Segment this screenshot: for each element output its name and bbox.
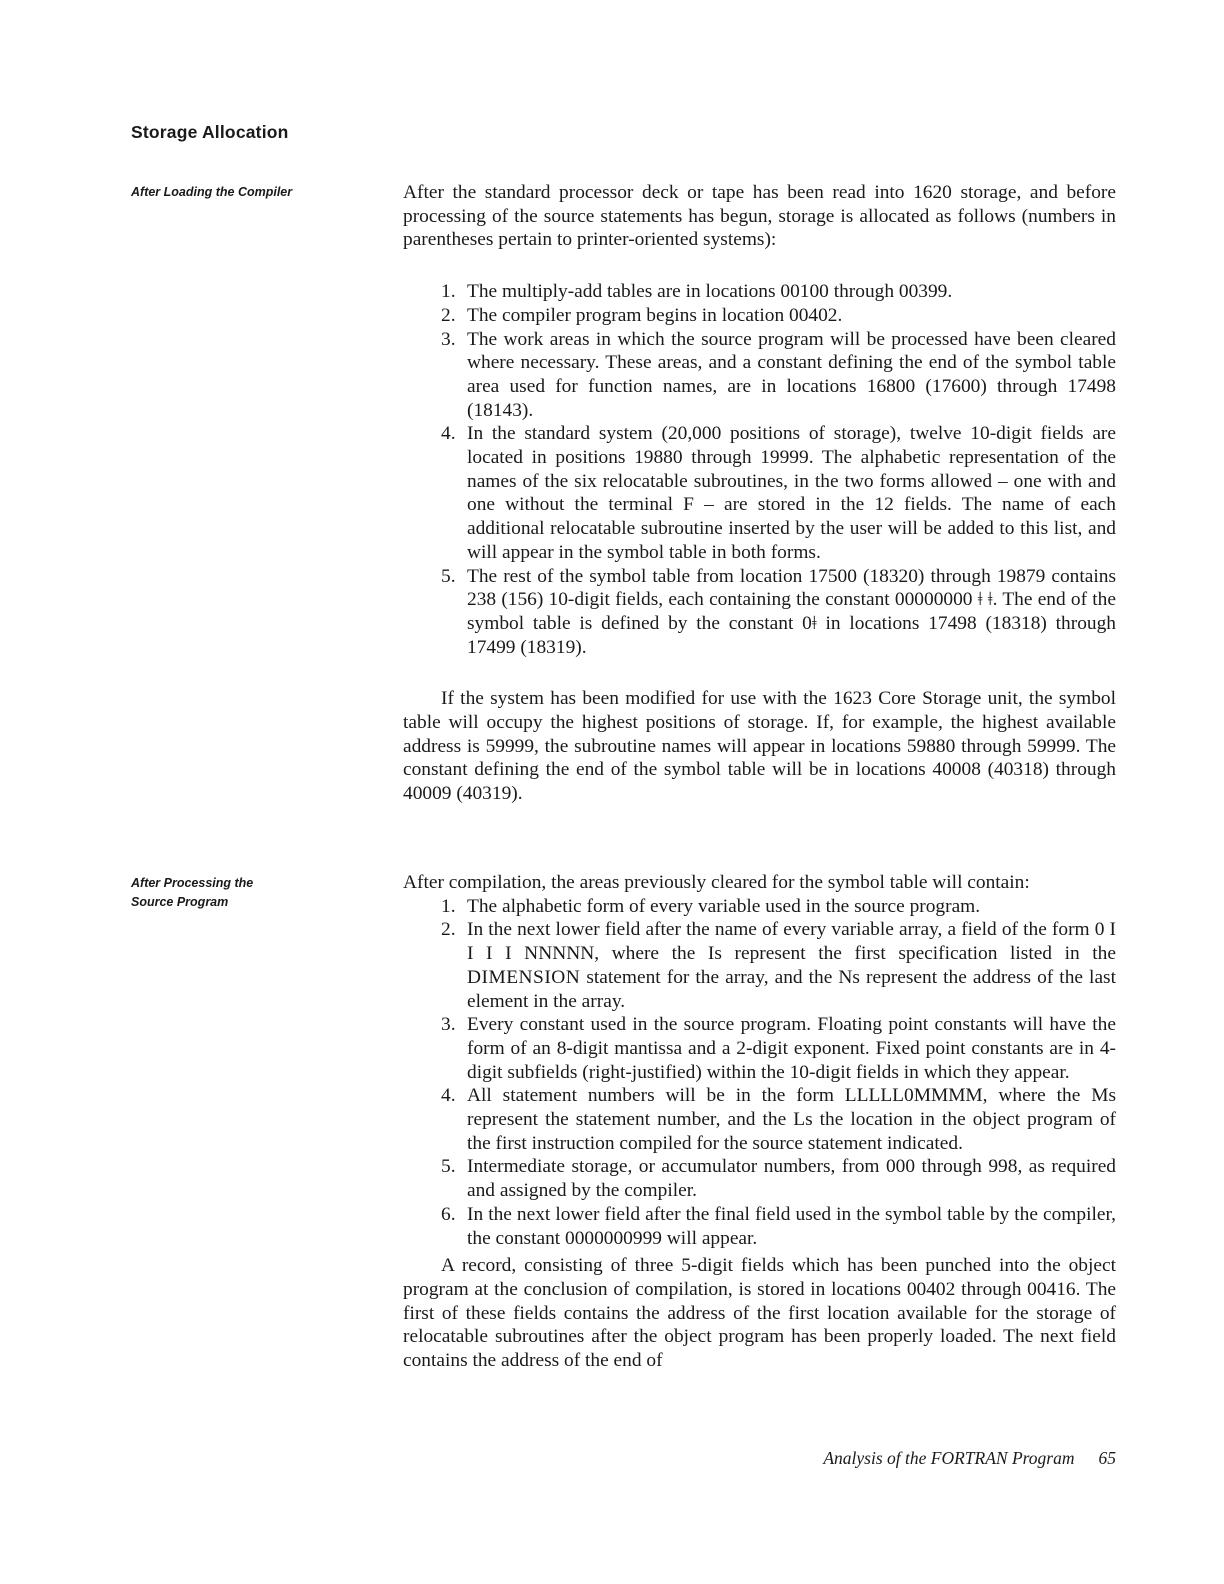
- list-item: 6. In the next lower field after the final field used in the symbol table by the compiler, the constant 0000000999 will appear.: [441, 1203, 1116, 1249]
- paragraph-intro: After the standard processor deck or tape has been read into 1620 storage, and before processing of the source statements has begun, storage is allocated as follows (numbers in parentheses pertain to printer-oriented systems):: [403, 182, 1116, 251]
- list-item: 3. Every constant used in the source program. Floating point constants will have the form of an 8-digit mantissa and a 2-digit exponent. Fixed point constants are in 4-digit subfields (right-justified) within the 10-digit fields in which they appear.: [441, 1014, 1116, 1083]
- paragraph-core-storage: If the system has been modified for use with the 1623 Core Storage unit, the symbol table will occupy the highest positions of storage. If, for example, the highest available address is 59999, the subroutine names will appear in locations 59880 through 59999. The constant defining the end of the symbol table will be in locations 40008 (40318) through 40009 (40319).: [403, 688, 1116, 805]
- section-title: Storage Allocation: [131, 122, 289, 142]
- allocation-list: [403, 280, 1116, 659]
- side-label-line: Source Program: [131, 895, 229, 909]
- list-item: 3. The work areas in which the source program will be processed have been cleared where necessary. These areas, and a constant defining the end of the symbol table area used for function names, are in locations 16800 (17600) through 17498 (18143).: [441, 328, 1116, 421]
- list-item: 2. The compiler program begins in location 00402.: [441, 304, 843, 326]
- processing-section: [403, 871, 1116, 1373]
- list-item: 2. In the next lower field after the name of every variable array, a field of the form 0 I I I I NNNNN, where the Is represent the first specification listed in the DIMENSION statement for the array, and the Ns represent the address of the last element in the array.: [441, 919, 1116, 1012]
- list-item: 5. The rest of the symbol table from location 17500 (18320) through 19879 contains 238 (156) 10-digit fields, each containing the constant 00000000 ǂ ǂ. The end of the symbol table is defined by the constant 0ǂ in locations 17498 (18318) through 17499 (18319).: [441, 565, 1116, 658]
- list-item: 4. In the standard system (20,000 positions of storage), twelve 10-digit fields are located in positions 19880 through 19999. The alphabetic representation of the names of the six relocatable subroutines, in the two forms allowed – one with and one without the terminal F – are stored in the 12 fields. The name of each additional relocatable subroutine inserted by the user will be added to this list, and will appear in the symbol table in both forms.: [441, 423, 1116, 563]
- dimension-keyword: DIMENSION: [467, 966, 581, 988]
- page-footer: [700, 1448, 1116, 1469]
- side-label-line: After Loading the Compiler: [131, 185, 293, 199]
- loading-section: [403, 181, 1116, 806]
- list-item: 4. All statement numbers will be in the form LLLLL0MMMM, where the Ms represent the statement number, and the Ls the location in the object program of the first instruction compiled for the source statement indicated.: [441, 1085, 1116, 1154]
- side-label-after-processing: [131, 874, 331, 912]
- page-number: 65: [1098, 1448, 1116, 1468]
- running-title: Analysis of the FORTRAN Program: [823, 1448, 1075, 1468]
- list-item: 5. Intermediate storage, or accumulator numbers, from 000 through 998, as required and assigned by the compiler.: [441, 1156, 1116, 1202]
- paragraph-record: A record, consisting of three 5-digit fields which has been punched into the object program at the conclusion of compilation, is stored in locations 00402 through 00416. The first of these fields contains the address of the first location available for the storage of relocatable subroutines after the object program has been properly loaded. The next field contains the address of the end of: [403, 1255, 1116, 1372]
- paragraph-after-compilation: After compilation, the areas previously cleared for the symbol table will contain:: [403, 872, 1030, 893]
- list-item: 1. The multiply-add tables are in locations 00100 through 00399.: [441, 281, 953, 303]
- side-label-line: After Processing the: [131, 876, 254, 890]
- symbol-table-list: [403, 895, 1116, 1251]
- list-item: 1. The alphabetic form of every variable used in the source program.: [441, 895, 981, 917]
- side-label-after-loading: [131, 183, 331, 202]
